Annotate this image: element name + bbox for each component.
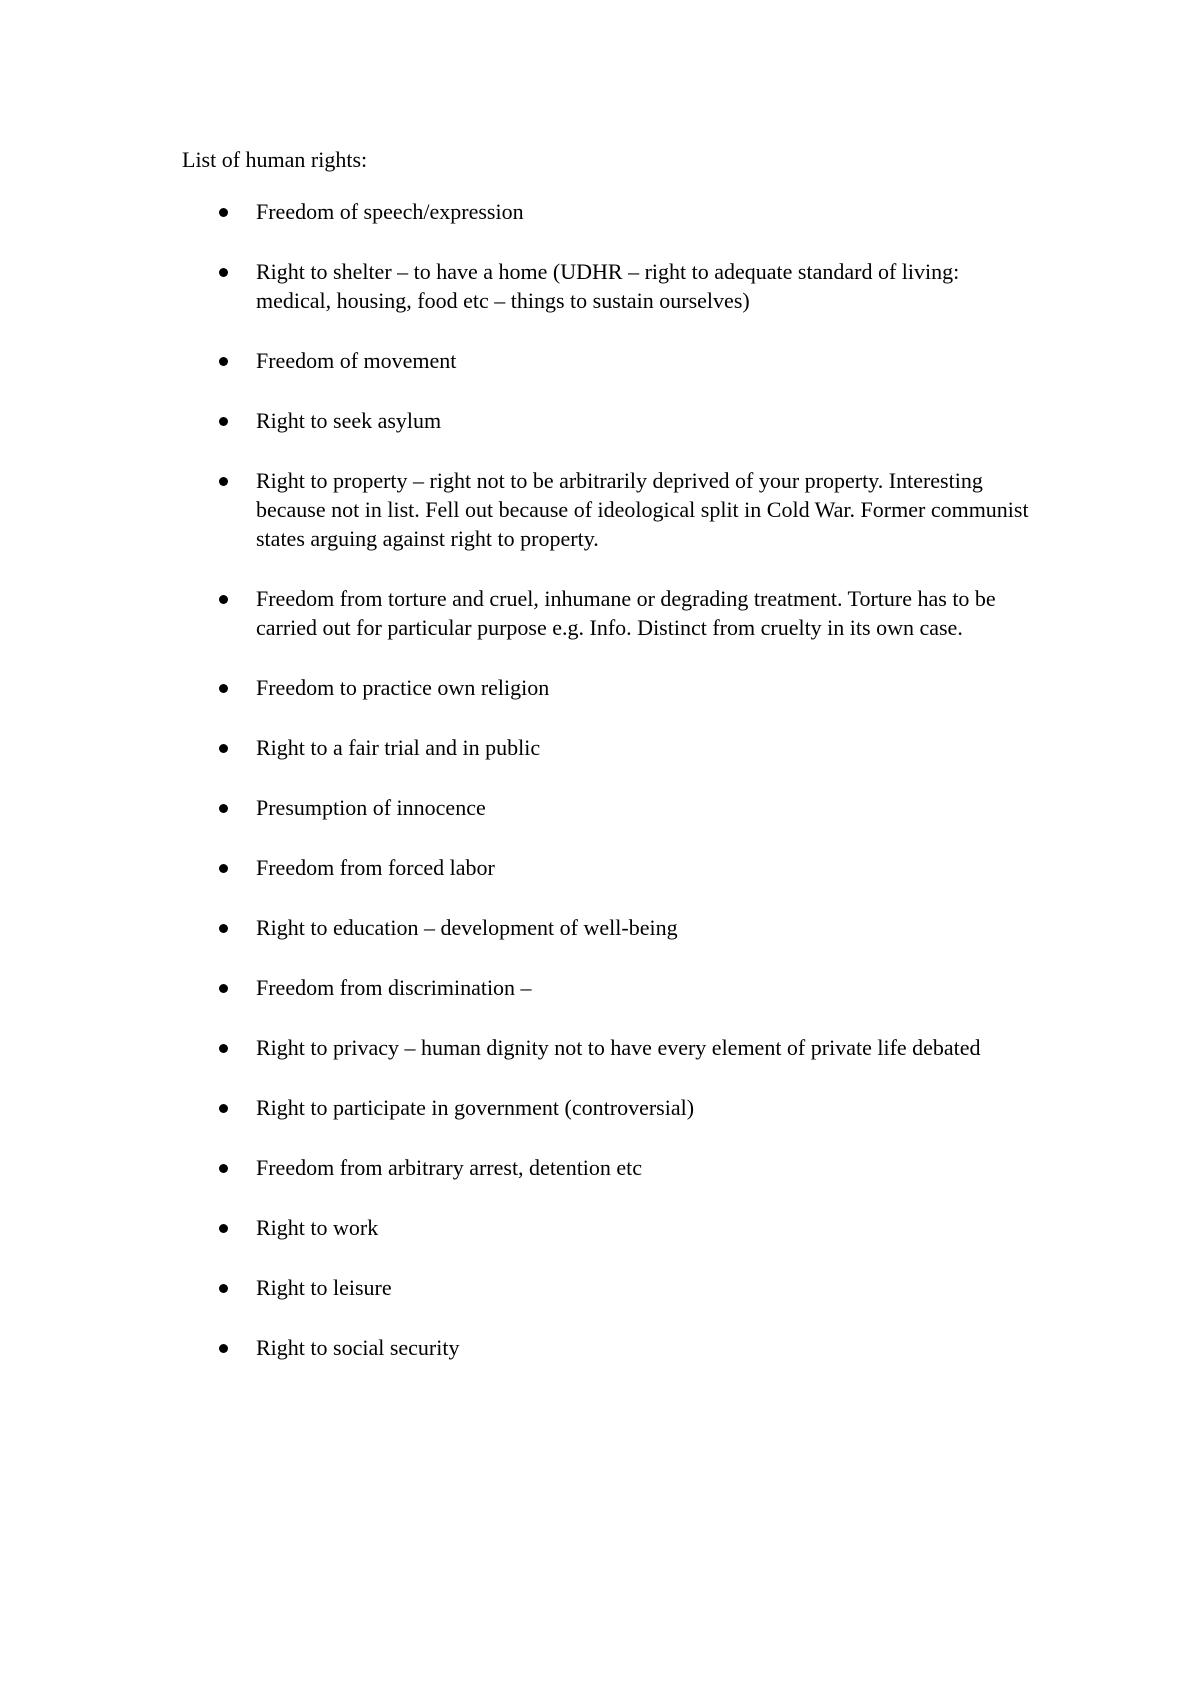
- bullet-icon: [219, 1224, 228, 1233]
- bullet-icon: [219, 804, 228, 813]
- list-item-text: Presumption of innocence: [256, 795, 486, 820]
- list-item-text: Right to participate in government (controversial): [256, 1095, 695, 1120]
- list-item-text: Freedom of speech/expression: [256, 199, 524, 224]
- list-item-text: Freedom from discrimination –: [256, 975, 532, 1000]
- list-item-text: Right to a fair trial and in public: [256, 735, 541, 760]
- bullet-icon: [219, 1284, 228, 1293]
- bullet-icon: [219, 1344, 228, 1353]
- bullet-icon: [219, 595, 228, 604]
- list-item: [0, 973, 1036, 1002]
- list-item: [0, 466, 1036, 553]
- bullet-icon: [219, 744, 228, 753]
- bullet-icon: [219, 268, 228, 277]
- rights-list: [0, 197, 1200, 1393]
- bullet-icon: [219, 208, 228, 217]
- list-item-text: Right to shelter – to have a home (UDHR – right to adequate standard of living: medical, housing, food etc – things to sustain ourselves): [256, 259, 960, 313]
- list-item-text: Right to seek asylum: [256, 408, 442, 433]
- list-item: [0, 913, 1036, 942]
- bullet-icon: [219, 357, 228, 366]
- bullet-icon: [219, 684, 228, 693]
- list-item: [0, 197, 1036, 226]
- list-item: [0, 1213, 1036, 1242]
- list-item: [0, 1333, 1036, 1362]
- list-item-text: Freedom from arbitrary arrest, detention etc: [256, 1155, 643, 1180]
- list-item-text: Freedom of movement: [256, 348, 457, 373]
- bullet-icon: [219, 417, 228, 426]
- list-item: [0, 1033, 1036, 1062]
- list-item-text: Freedom from forced labor: [256, 855, 495, 880]
- list-item-text: Freedom to practice own religion: [256, 675, 550, 700]
- bullet-icon: [219, 1164, 228, 1173]
- list-item-text: Freedom from torture and cruel, inhumane or degrading treatment. Torture has to be carried out for particular purpose e.g. Info. Distinct from cruelty in its own case.: [256, 586, 996, 640]
- list-item-text: Right to education – development of well-being: [256, 915, 678, 940]
- list-item: [0, 673, 1036, 702]
- list-item: [0, 853, 1036, 882]
- list-item: [0, 584, 1036, 642]
- list-item: [0, 346, 1036, 375]
- list-item: [0, 793, 1036, 822]
- bullet-icon: [219, 1104, 228, 1113]
- list-heading: List of human rights:: [182, 147, 368, 172]
- bullet-icon: [219, 984, 228, 993]
- list-item: [0, 406, 1036, 435]
- list-item: [0, 733, 1036, 762]
- list-item: [0, 257, 1036, 315]
- list-item: [0, 1273, 1036, 1302]
- bullet-icon: [219, 924, 228, 933]
- list-item: [0, 1093, 1036, 1122]
- list-item-text: Right to work: [256, 1215, 379, 1240]
- bullet-icon: [219, 1044, 228, 1053]
- list-item: [0, 1153, 1036, 1182]
- bullet-icon: [219, 864, 228, 873]
- list-item-text: Right to social security: [256, 1335, 460, 1360]
- bullet-icon: [219, 477, 228, 486]
- list-item-text: Right to property – right not to be arbitrarily deprived of your property. Interesting because not in list. Fell out because of ideological split in Cold War. Former communist states arguing against right to property.: [256, 468, 1029, 551]
- list-item-text: Right to leisure: [256, 1275, 392, 1300]
- list-item-text: Right to privacy – human dignity not to have every element of private life debated: [256, 1035, 981, 1060]
